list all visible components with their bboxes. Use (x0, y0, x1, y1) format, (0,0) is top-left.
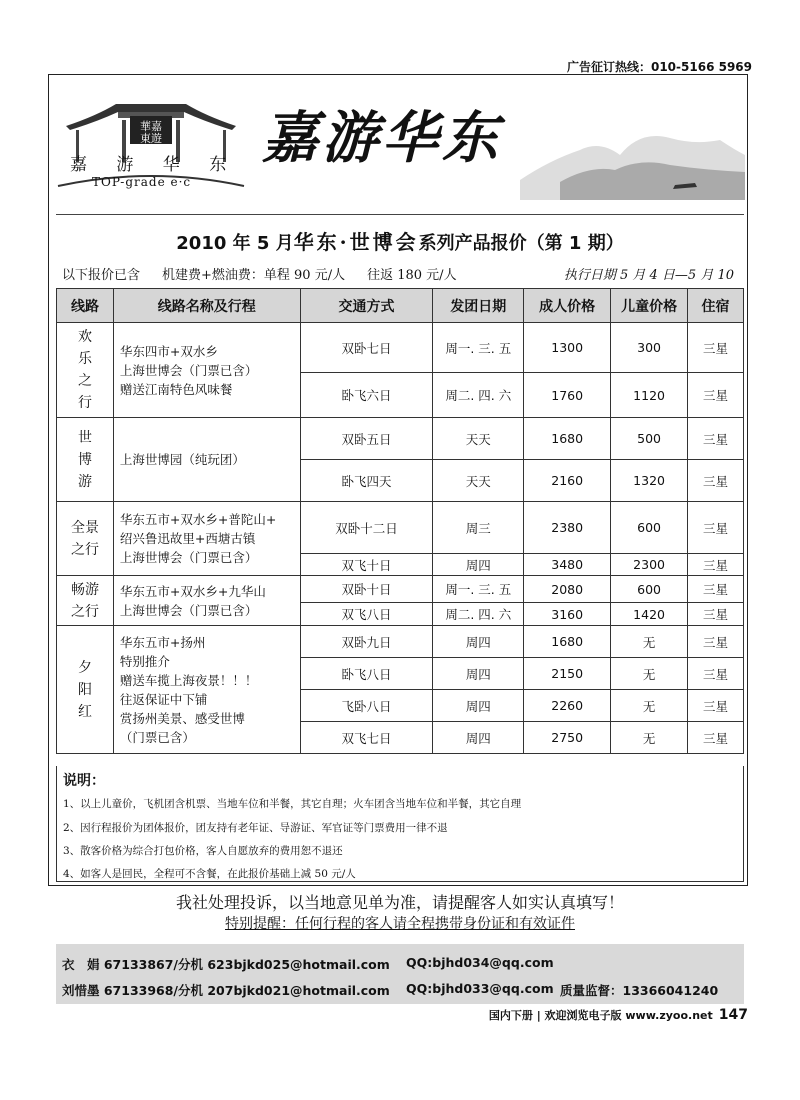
table-row (57, 576, 744, 603)
cell-hotel: 三星 (688, 690, 744, 722)
cell-date: 天天 (433, 418, 524, 460)
cell-transport: 双飞八日 (300, 603, 433, 626)
badge-text: 華嘉 (140, 120, 162, 133)
cell-transport: 双卧七日 (300, 323, 433, 373)
special-tip: 特别提醒：任何行程的客人请全程携带身份证和有效证件 (225, 916, 575, 932)
route-name: 欢 乐 之 行 (57, 323, 114, 418)
cell-hotel: 三星 (688, 460, 744, 502)
exec-date: 执行日期 5 月 4 日—5 月 10 (563, 268, 734, 283)
cell-adult: 2160 (524, 460, 611, 502)
cell-hotel: 三星 (688, 418, 744, 460)
table-header: 儿童价格 (611, 289, 688, 323)
cell-hotel: 三星 (688, 722, 744, 754)
cell-date: 周一. 三. 五 (433, 323, 524, 373)
route-description: 华东五市+双水乡+九华山 上海世博会（门票已含） (113, 576, 300, 626)
cell-child: 2300 (611, 554, 688, 576)
cell-transport: 双飞七日 (300, 722, 433, 754)
cell-transport: 卧飞四天 (300, 460, 433, 502)
cell-adult: 2380 (524, 502, 611, 554)
cell-date: 周二. 四. 六 (433, 603, 524, 626)
logo-tagline: TOP-grade e·c (92, 175, 192, 189)
brand-calligraphy: 嘉游华东 (262, 105, 502, 171)
price-table (56, 288, 744, 754)
cell-child: 600 (611, 502, 688, 554)
cell-adult: 1680 (524, 626, 611, 658)
header-divider (56, 214, 744, 215)
svg-text:東遊: 東遊 (140, 132, 162, 145)
cell-transport: 双飞十日 (300, 554, 433, 576)
table-row (57, 323, 744, 373)
complaint-notice: 我社处理投诉，以当地意见单为准，请提醒客人如实认真填写！ (175, 893, 624, 912)
cell-date: 周三 (433, 502, 524, 554)
cell-transport: 双卧五日 (300, 418, 433, 460)
cell-date: 周四 (433, 722, 524, 754)
route-name: 世 博 游 (57, 418, 114, 502)
contact-box (56, 944, 744, 1004)
cell-hotel: 三星 (688, 554, 744, 576)
table-header-row (57, 289, 744, 323)
cell-hotel: 三星 (688, 576, 744, 603)
cell-transport: 双卧十二日 (300, 502, 433, 554)
ad-hotline: 广告征订热线：010-5166 5969 (566, 60, 752, 74)
table-row (57, 626, 744, 658)
cell-child: 600 (611, 576, 688, 603)
cell-transport: 飞卧八日 (300, 690, 433, 722)
route-description: 上海世博园（纯玩团） (113, 418, 300, 502)
cell-transport: 卧飞八日 (300, 658, 433, 690)
contact-row: 刘惜墨 67133968/分机 207bjkd021@hotmail.com QQ:bjhd033@qq.com 质量监督：13366041240 (62, 981, 719, 998)
cell-child: 1420 (611, 603, 688, 626)
cell-child: 1120 (611, 373, 688, 418)
page-footer: 国内下册 | 欢迎浏览电子版 www.zyoo.net 147 (488, 1007, 748, 1023)
route-description: 华东五市+扬州 特别推介 赠送车揽上海夜景！！！ 往返保证中下铺 赏扬州美景、感受世博 （门票已含） (113, 626, 300, 754)
cell-hotel: 三星 (688, 502, 744, 554)
remarks-heading: 说明： (63, 773, 105, 789)
route-description: 华东四市+双水乡 上海世博会（门票已含） 赠送江南特色风味餐 (113, 323, 300, 418)
cell-date: 周一. 三. 五 (433, 576, 524, 603)
route-name: 全景 之行 (57, 502, 114, 576)
table-header: 发团日期 (433, 289, 524, 323)
table-header: 交通方式 (300, 289, 433, 323)
route-description: 华东五市+双水乡+普陀山+ 绍兴鲁迅故里+西塘古镇 上海世博会（门票已含） (113, 502, 300, 576)
logo-name: 嘉 游 华 东 (70, 155, 239, 175)
cell-date: 周四 (433, 690, 524, 722)
cell-adult: 2150 (524, 658, 611, 690)
table-header: 成人价格 (524, 289, 611, 323)
cell-adult: 2080 (524, 576, 611, 603)
cell-date: 周四 (433, 626, 524, 658)
cell-adult: 3480 (524, 554, 611, 576)
cell-hotel: 三星 (688, 626, 744, 658)
cell-transport: 双卧九日 (300, 626, 433, 658)
cell-child: 无 (611, 690, 688, 722)
cell-hotel: 三星 (688, 603, 744, 626)
cell-child: 无 (611, 626, 688, 658)
mountain-landscape-icon (520, 110, 745, 200)
cell-hotel: 三星 (688, 658, 744, 690)
contact-row: 衣 娟 67133867/分机 623bjkd025@hotmail.com QQ:bjhd034@qq.com (62, 955, 554, 972)
route-name: 夕 阳 红 (57, 626, 114, 754)
table-header: 线路名称及行程 (113, 289, 300, 323)
cell-child: 无 (611, 658, 688, 690)
remarks-section (56, 766, 744, 882)
cell-child: 500 (611, 418, 688, 460)
cell-adult: 1760 (524, 373, 611, 418)
cell-transport: 卧飞六日 (300, 373, 433, 418)
price-notes: 以下报价已含 机建费+燃油费：单程 90 元/人 往返 180 元/人 (62, 268, 457, 283)
remark-item: 1、以上儿童价，飞机团含机票、当地车位和半餐，其它自理；火车团含当地车位和半餐，其它自理 (63, 798, 522, 810)
cell-hotel: 三星 (688, 323, 744, 373)
cell-child: 无 (611, 722, 688, 754)
cell-child: 300 (611, 323, 688, 373)
page-title: 2010 年 5 月华东·世博会系列产品报价（第 1 期） (176, 230, 624, 254)
cell-date: 天天 (433, 460, 524, 502)
cell-child: 1320 (611, 460, 688, 502)
cell-adult: 1300 (524, 323, 611, 373)
cell-adult: 2260 (524, 690, 611, 722)
cell-hotel: 三星 (688, 373, 744, 418)
cell-date: 周四 (433, 554, 524, 576)
table-row (57, 502, 744, 554)
cell-adult: 1680 (524, 418, 611, 460)
remark-item: 2、因行程报价为团体报价，团友持有老年证、导游证、军官证等门票费用一律不退 (63, 822, 448, 834)
table-header: 住宿 (688, 289, 744, 323)
remark-item: 4、如客人是回民，全程可不含餐，在此报价基础上减 50 元/人 (63, 868, 356, 880)
remark-item: 3、散客价格为综合打包价格，客人自愿放弃的费用恕不退还 (63, 845, 343, 857)
table-header: 线路 (57, 289, 114, 323)
cell-date: 周二. 四. 六 (433, 373, 524, 418)
cell-adult: 3160 (524, 603, 611, 626)
cell-adult: 2750 (524, 722, 611, 754)
route-name: 畅游 之行 (57, 576, 114, 626)
cell-date: 周四 (433, 658, 524, 690)
table-row (57, 418, 744, 460)
cell-transport: 双卧十日 (300, 576, 433, 603)
